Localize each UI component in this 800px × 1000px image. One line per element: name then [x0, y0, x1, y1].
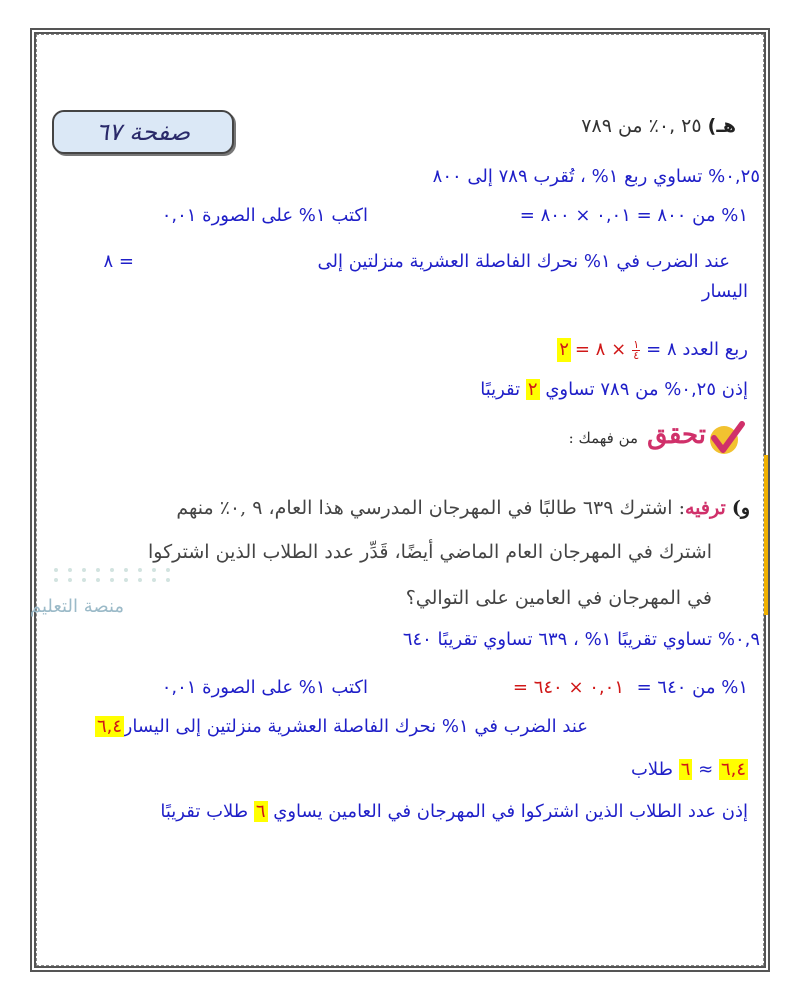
check-understanding-title: تحقق من فهمك :	[568, 420, 706, 450]
part-h-question	[581, 114, 736, 138]
sol1-line6-result: ٢	[527, 379, 538, 400]
sol2-line1: ٠,٩% تساوي تقريبًا ١% ، ٦٣٩ تساوي تقريبًا ٦٤٠	[402, 629, 760, 650]
part-w-letter: و)	[731, 497, 750, 519]
sol2-line3-right: عند الضرب في ١% نحرك الفاصلة العشرية منزلتين إلى اليسار	[123, 716, 588, 737]
sol1-line6: إذن ٠,٢٥% من ٧٨٩ تساوي ٢ تقريبًا	[480, 379, 748, 400]
part-h-letter: هـ)	[707, 115, 736, 137]
sol1-line5	[557, 338, 748, 362]
sol1-line4: اليسار	[701, 281, 748, 302]
sol1-line2-left: اكتب ١% على الصورة ٠,٠١	[161, 205, 368, 226]
part-w-line2: اشترك في المهرجان العام الماضي أيضًا، قَدِّر عدد الطلاب الذين اشتركوا	[148, 541, 712, 563]
checkmark-icon	[706, 418, 746, 458]
sol1-line5-tail: × ٨ =	[574, 339, 627, 360]
side-bar	[764, 455, 768, 615]
page-number-label: صفحة ٦٧	[52, 110, 234, 154]
sol1-line2-right: ١% من ٨٠٠ = ٠,٠١ × ٨٠٠ =	[519, 205, 748, 226]
sol1-line1: ٠,٢٥% تساوي ربع ١% ، تُقرب ٧٨٩ إلى ٨٠٠	[432, 166, 760, 187]
part-h-text: ٢٥ ,٠٪ من ٧٨٩	[581, 115, 702, 137]
sol1-line5-result: ٢	[559, 339, 569, 360]
sol1-line3-right: عند الضرب في ١% نحرك الفاصلة العشرية منزلتين إلى	[317, 251, 730, 272]
sol2-line2-left: اكتب ١% على الصورة ٠,٠١	[161, 677, 368, 698]
sol1-line5-text: ربع العدد ٨ =	[646, 339, 748, 360]
check-understanding-subtitle: من فهمك :	[568, 429, 639, 447]
part-w-line3: في المهرجان في العامين على التوالي؟	[405, 587, 712, 609]
sol2-line3-left: ٦,٤	[96, 716, 122, 737]
watermark-text: منصة التعليم	[30, 596, 125, 617]
sol2-line2-mid: ٠,٠١ × ٦٤٠ =	[512, 677, 624, 698]
sol1-line3-left: = ٨	[103, 251, 134, 272]
sol2-line4: ٦,٤ ≈ ٦ طلاب	[630, 759, 746, 780]
part-w-label: ترفيه	[685, 497, 726, 519]
part-w-line1: و) ترفيه: اشترك ٦٣٩ طالبًا في المهرجان المدرسي هذا العام، ٩ ,٠٪ منهم	[176, 497, 750, 519]
quarter-fraction: $\frac{١}{٤}$	[633, 337, 640, 362]
sol2-line5: إذن عدد الطلاب الذين اشتركوا في المهرجان في العامين يساوي ٦ طلاب تقريبًا	[160, 801, 748, 822]
sol2-line2-right: ١% من ٦٤٠ =	[636, 677, 748, 698]
